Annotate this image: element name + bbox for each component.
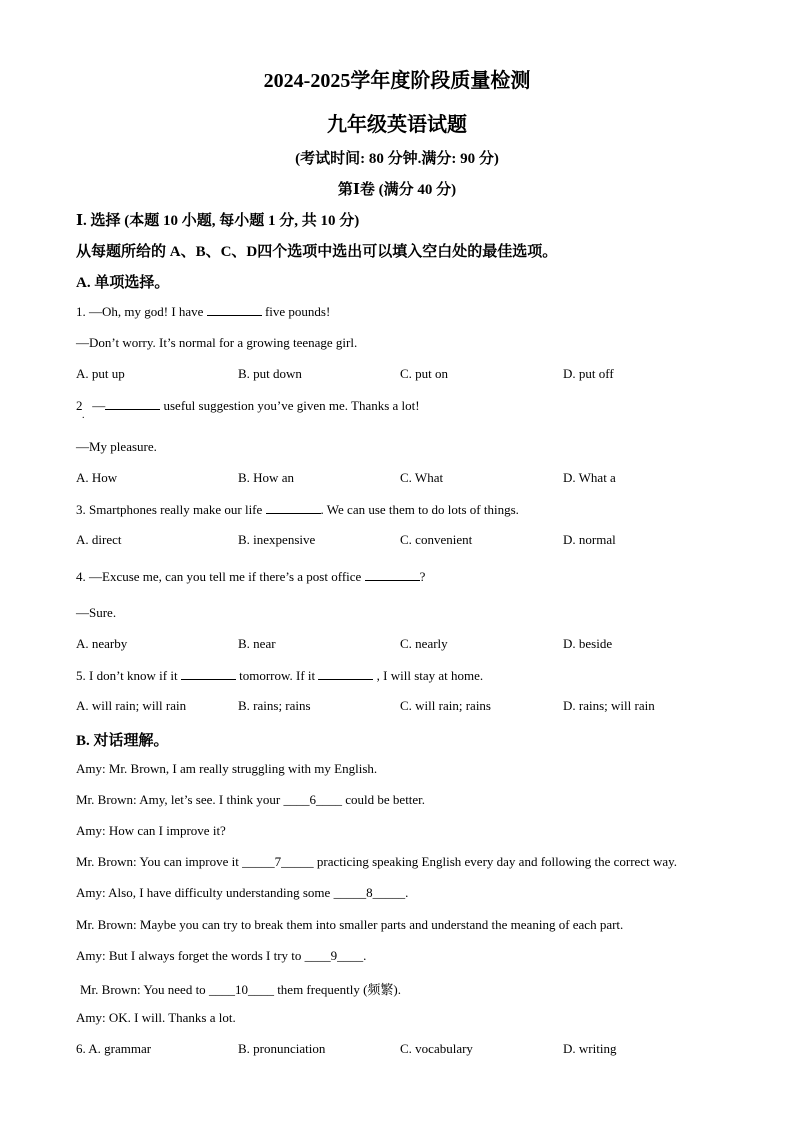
dialogue-line-4	[76, 854, 677, 870]
q5-option-a: A. will rain; will rain	[76, 698, 187, 713]
q5-text-a: 5. I don’t know if it	[76, 668, 178, 683]
q3-option-c: C. convenient	[400, 532, 473, 547]
q6-option-b: B. pronunciation	[238, 1041, 326, 1056]
q3-text-b: . We can use them to do lots of things.	[320, 502, 519, 517]
dialogue-4-text-b: practicing speaking English every day and following the correct way.	[316, 854, 678, 869]
dialogue-line-8	[80, 979, 401, 998]
q3-blank	[266, 501, 321, 514]
q4-blank	[365, 568, 420, 581]
dialogue-line-3: Amy: How can I improve it?	[76, 823, 226, 838]
q2-reply: —My pleasure.	[76, 439, 157, 454]
q5-text-c: , I will stay at home.	[376, 668, 484, 683]
q6-option-d: D. writing	[563, 1041, 617, 1056]
dialogue-2-text-a: Mr. Brown: Amy, let’s see. I think your	[76, 792, 281, 807]
q5-option-d: D. rains; will rain	[563, 698, 655, 713]
q4-reply: —Sure.	[76, 605, 117, 620]
q2-option-c: C. What	[400, 470, 444, 485]
question-2	[76, 397, 420, 414]
q3-option-b: B. inexpensive	[238, 532, 316, 547]
q2-text-b: useful suggestion you’ve given me. Thanks a lot!	[163, 398, 420, 413]
q1-option-d: D. put off	[563, 366, 614, 381]
dialogue-line-1: Amy: Mr. Brown, I am really struggling with my English.	[76, 761, 378, 776]
q3-text-a: 3. Smartphones really make our life	[76, 502, 263, 517]
blank-10: ____10____	[208, 982, 274, 997]
part-a-heading: A. 单项选择。	[76, 275, 170, 291]
dialogue-7-text-b: .	[363, 948, 367, 963]
section-heading: Ⅰ. 选择 (本题 10 小题, 每小题 1 分, 共 10 分)	[76, 213, 360, 229]
dialogue-5-text-b: .	[405, 885, 409, 900]
dialogue-7-text-a: Amy: But I always forget the words I try to	[76, 948, 302, 963]
q2-option-a: A. How	[76, 470, 118, 485]
section-instruction: 从每题所给的 A、B、C、D四个选项中选出可以填入空白处的最佳选项。	[76, 244, 558, 260]
blank-9: ____9____	[304, 948, 364, 963]
q4-option-d: D. beside	[563, 636, 613, 651]
q6-option-c: C. vocabulary	[400, 1041, 473, 1056]
q4-text-a: 4. —Excuse me, can you tell me if there’s a post office	[76, 569, 362, 584]
part-b-heading: B. 对话理解。	[76, 733, 169, 749]
q3-option-d: D. normal	[563, 532, 616, 547]
dialogue-line-6: Mr. Brown: Maybe you can try to break them into smaller parts and understand the meaning of each part.	[76, 917, 624, 932]
q5-option-c: C. will rain; rains	[400, 698, 491, 713]
q1-text-a: 1. —Oh, my god! I have	[76, 304, 204, 319]
q5-option-b: B. rains; rains	[238, 698, 311, 713]
dialogue-5-text-a: Amy: Also, I have difficulty understanding some	[76, 885, 331, 900]
volume-label: 第Ⅰ卷 (满分 40 分)	[337, 182, 457, 198]
dialogue-8-text-a: Mr. Brown: You need to	[80, 982, 206, 997]
q5-text-b: tomorrow. If it	[239, 668, 316, 683]
q2-blank	[105, 397, 160, 410]
q5-blank-1	[181, 667, 236, 680]
q4-option-c: C. nearly	[400, 636, 448, 651]
dialogue-line-2	[76, 792, 425, 808]
blank-6: ____6____	[283, 792, 343, 807]
dialogue-2-text-b: could be better.	[345, 792, 426, 807]
q1-option-b: B. put down	[238, 366, 302, 381]
dialogue-8-text-b: them frequently (频繁).	[277, 982, 402, 997]
dialogue-line-7	[76, 948, 366, 964]
blank-7: _____7_____	[242, 854, 314, 869]
q5-blank-2	[318, 667, 373, 680]
question-3	[76, 501, 519, 518]
q1-option-a: A. put up	[76, 366, 125, 381]
blank-8: _____8_____	[333, 885, 406, 900]
q2-option-d: D. What a	[563, 470, 616, 485]
dialogue-line-9: Amy: OK. I will. Thanks a lot.	[76, 1010, 236, 1025]
question-5	[76, 667, 483, 684]
q2-number: 2	[76, 398, 83, 413]
q2-text-a: —	[92, 398, 106, 413]
q4-text-b: ?	[419, 569, 426, 584]
q1-text-b: five pounds!	[264, 304, 331, 319]
question-1	[76, 303, 330, 320]
dialogue-4-text-a: Mr. Brown: You can improve it	[76, 854, 239, 869]
dialogue-line-5	[76, 885, 408, 901]
q1-option-c: C. put on	[400, 366, 449, 381]
q6-option-a: 6. A. grammar	[76, 1041, 152, 1056]
q1-reply: —Don’t worry. It’s normal for a growing teenage girl.	[76, 335, 358, 350]
q4-option-a: A. nearby	[76, 636, 128, 651]
q2-dot: .	[82, 410, 85, 421]
exam-title: 2024-2025学年度阶段质量检测	[263, 70, 531, 92]
question-4	[76, 568, 425, 585]
q4-option-b: B. near	[238, 636, 276, 651]
q2-option-b: B. How an	[238, 470, 294, 485]
exam-info: (考试时间: 80 分钟.满分: 90 分)	[295, 151, 499, 167]
q1-blank	[207, 303, 262, 316]
q3-option-a: A. direct	[76, 532, 122, 547]
exam-subtitle: 九年级英语试题	[327, 114, 467, 136]
